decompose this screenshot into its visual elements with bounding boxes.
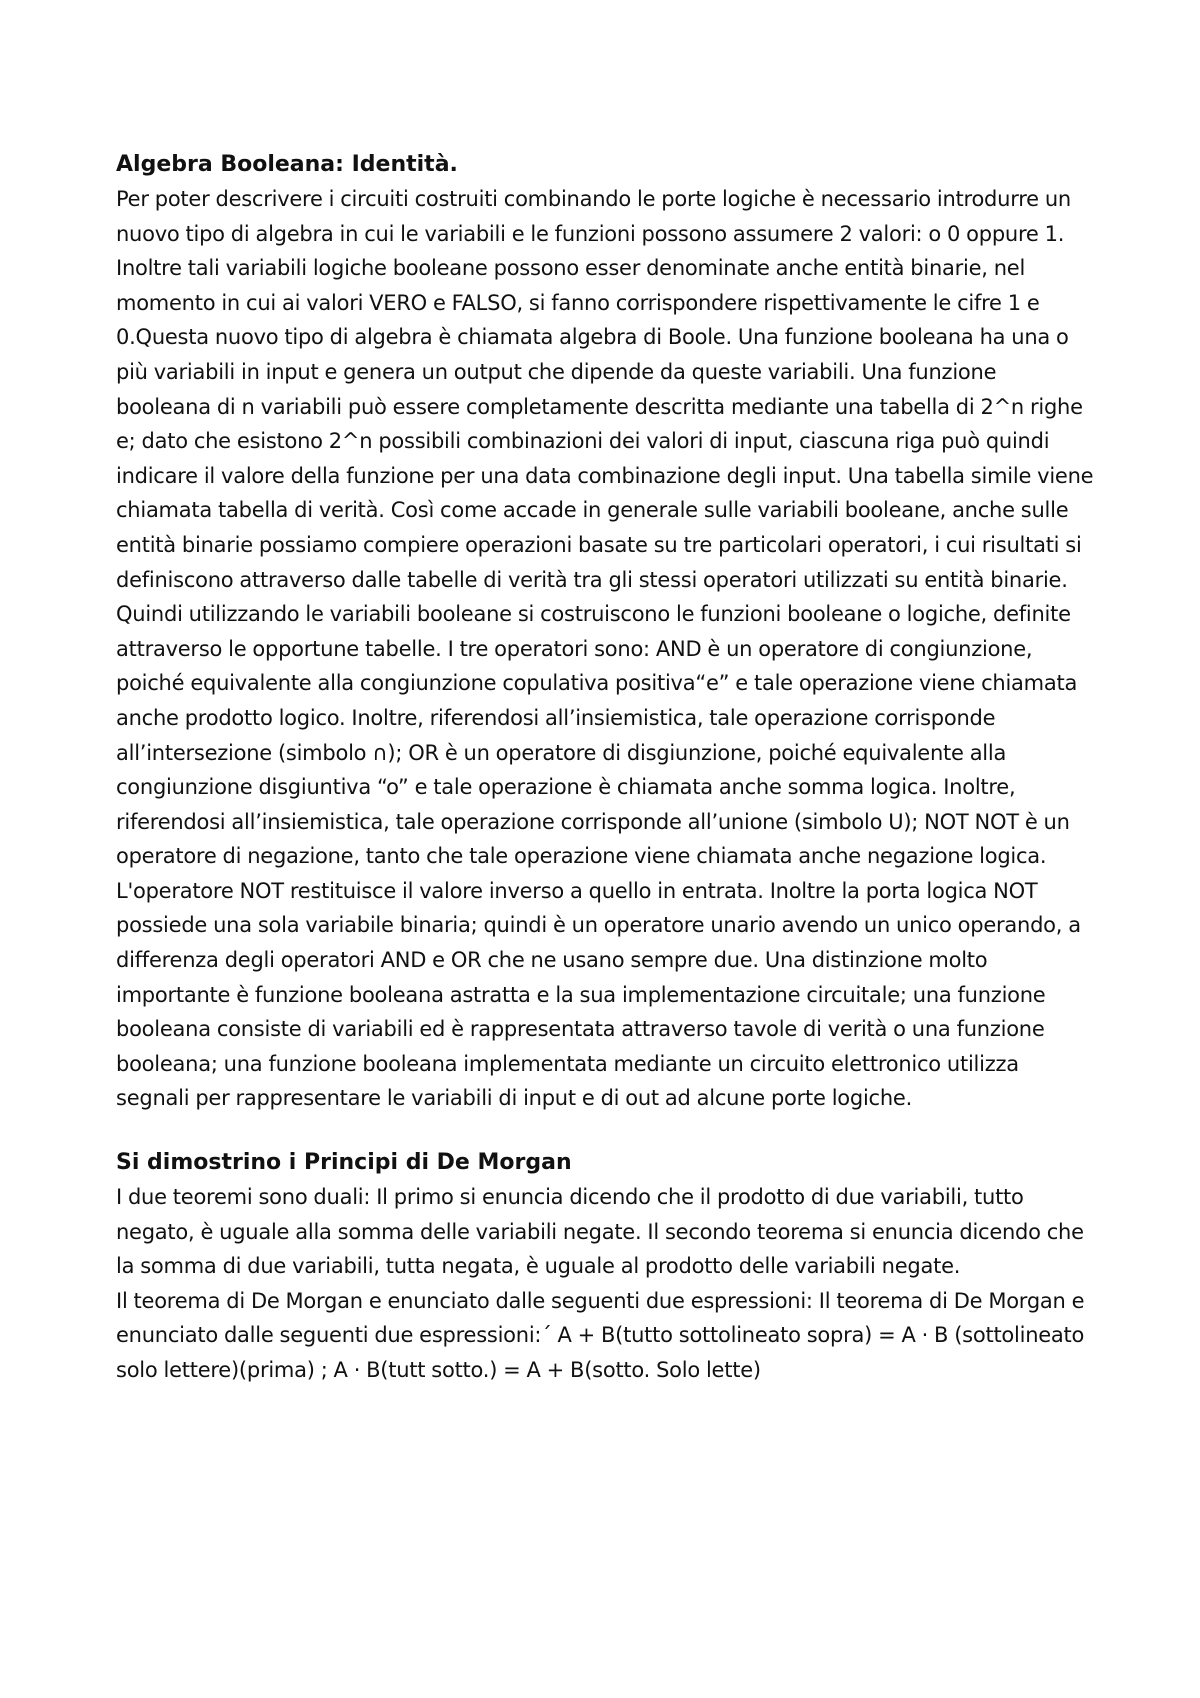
section-title-boolean-algebra: Algebra Booleana: Identità. — [116, 152, 458, 177]
document-content — [116, 148, 1096, 1388]
paragraph-de-morgan-expressions: Il teorema di De Morgan e enunciato dalle seguenti due espressioni: Il teorema di De Morgan e enunciato dalle seguenti due espressioni:΄ A + B(tutto sottolineato sopra) = A · B (sottolineato solo lettere)(prima) ; A · B(tutt sotto.) = A + B(sotto. Solo lette) — [116, 1288, 1085, 1382]
paragraph-boolean-algebra: Per poter descrivere i circuiti costruiti combinando le porte logiche è necessario introdurre un nuovo tipo di algebra in cui le variabili e le funzioni possono assumere 2 valori: o 0 oppure 1. Inoltre tali variabili logiche booleane possono esser denominate anche entità binarie, nel momento in cui ai valori VERO e FALSO, si fanno corrispondere rispettivamente le cifre 1 e 0.Questa nuovo tipo di algebra è chiamata algebra di Boole. Una funzione booleana ha una o più variabili in input e genera un output che dipende da queste variabili. Una funzione booleana di n variabili può essere completamente descritta mediante una tabella di 2^n righe e; dato che esistono 2^n possibili combinazioni dei valori di input, ciascuna riga può quindi indicare il valore della funzione per una data combinazione degli input. Una tabella simile viene chiamata tabella di verità. Così come accade in generale sulle variabili booleane, anche sulle entità binarie possiamo compiere operazioni basate su tre particolari operatori, i cui risultati si definiscono attraverso dalle tabelle di verità tra gli stessi operatori utilizzati su entità binarie. Quindi utilizzando le variabili booleane si costruiscono le funzioni booleane o logiche, definite attraverso le opportune tabelle. I tre operatori sono: AND è un operatore di congiunzione, poiché equivalente alla congiunzione copulativa positiva“e” e tale operazione viene chiamata anche prodotto logico. Inoltre, riferendosi all’insiemistica, tale operazione corrisponde all’intersezione (simbolo ∩); OR è un operatore di disgiunzione, poiché equivalente alla congiunzione disgiuntiva “o” e tale operazione è chiamata anche somma logica. Inoltre, riferendosi all’insiemistica, tale operazione corrisponde all’unione (simbolo U); NOT NOT è un operatore di negazione, tanto che tale operazione viene chiamata anche negazione logica. L'operatore NOT restituisce il valore inverso a quello in entrata. Inoltre la porta logica NOT possiede una sola variabile binaria; quindi è un operatore unario avendo un unico operando, a differenza degli operatori AND e OR che ne usano sempre due. Una distinzione molto importante è funzione booleana astratta e la sua implementazione circuitale; una funzione booleana consiste di variabili ed è rappresentata attraverso tavole di verità o una funzione booleana; una funzione booleana implementata mediante un circuito elettronico utilizza segnali per rappresentare le variabili di input e di out ad alcune porte logiche. — [116, 187, 1094, 1111]
paragraph-de-morgan-theorems: I due teoremi sono duali: Il primo si enuncia dicendo che il prodotto di due variabili, tutto negato, è uguale alla somma delle variabili negate. Il secondo teorema si enuncia dicendo che la somma di due variabili, tutta negata, è uguale al prodotto delle variabili negate. — [116, 1185, 1084, 1279]
section-title-de-morgan: Si dimostrino i Principi di De Morgan — [116, 1150, 572, 1176]
